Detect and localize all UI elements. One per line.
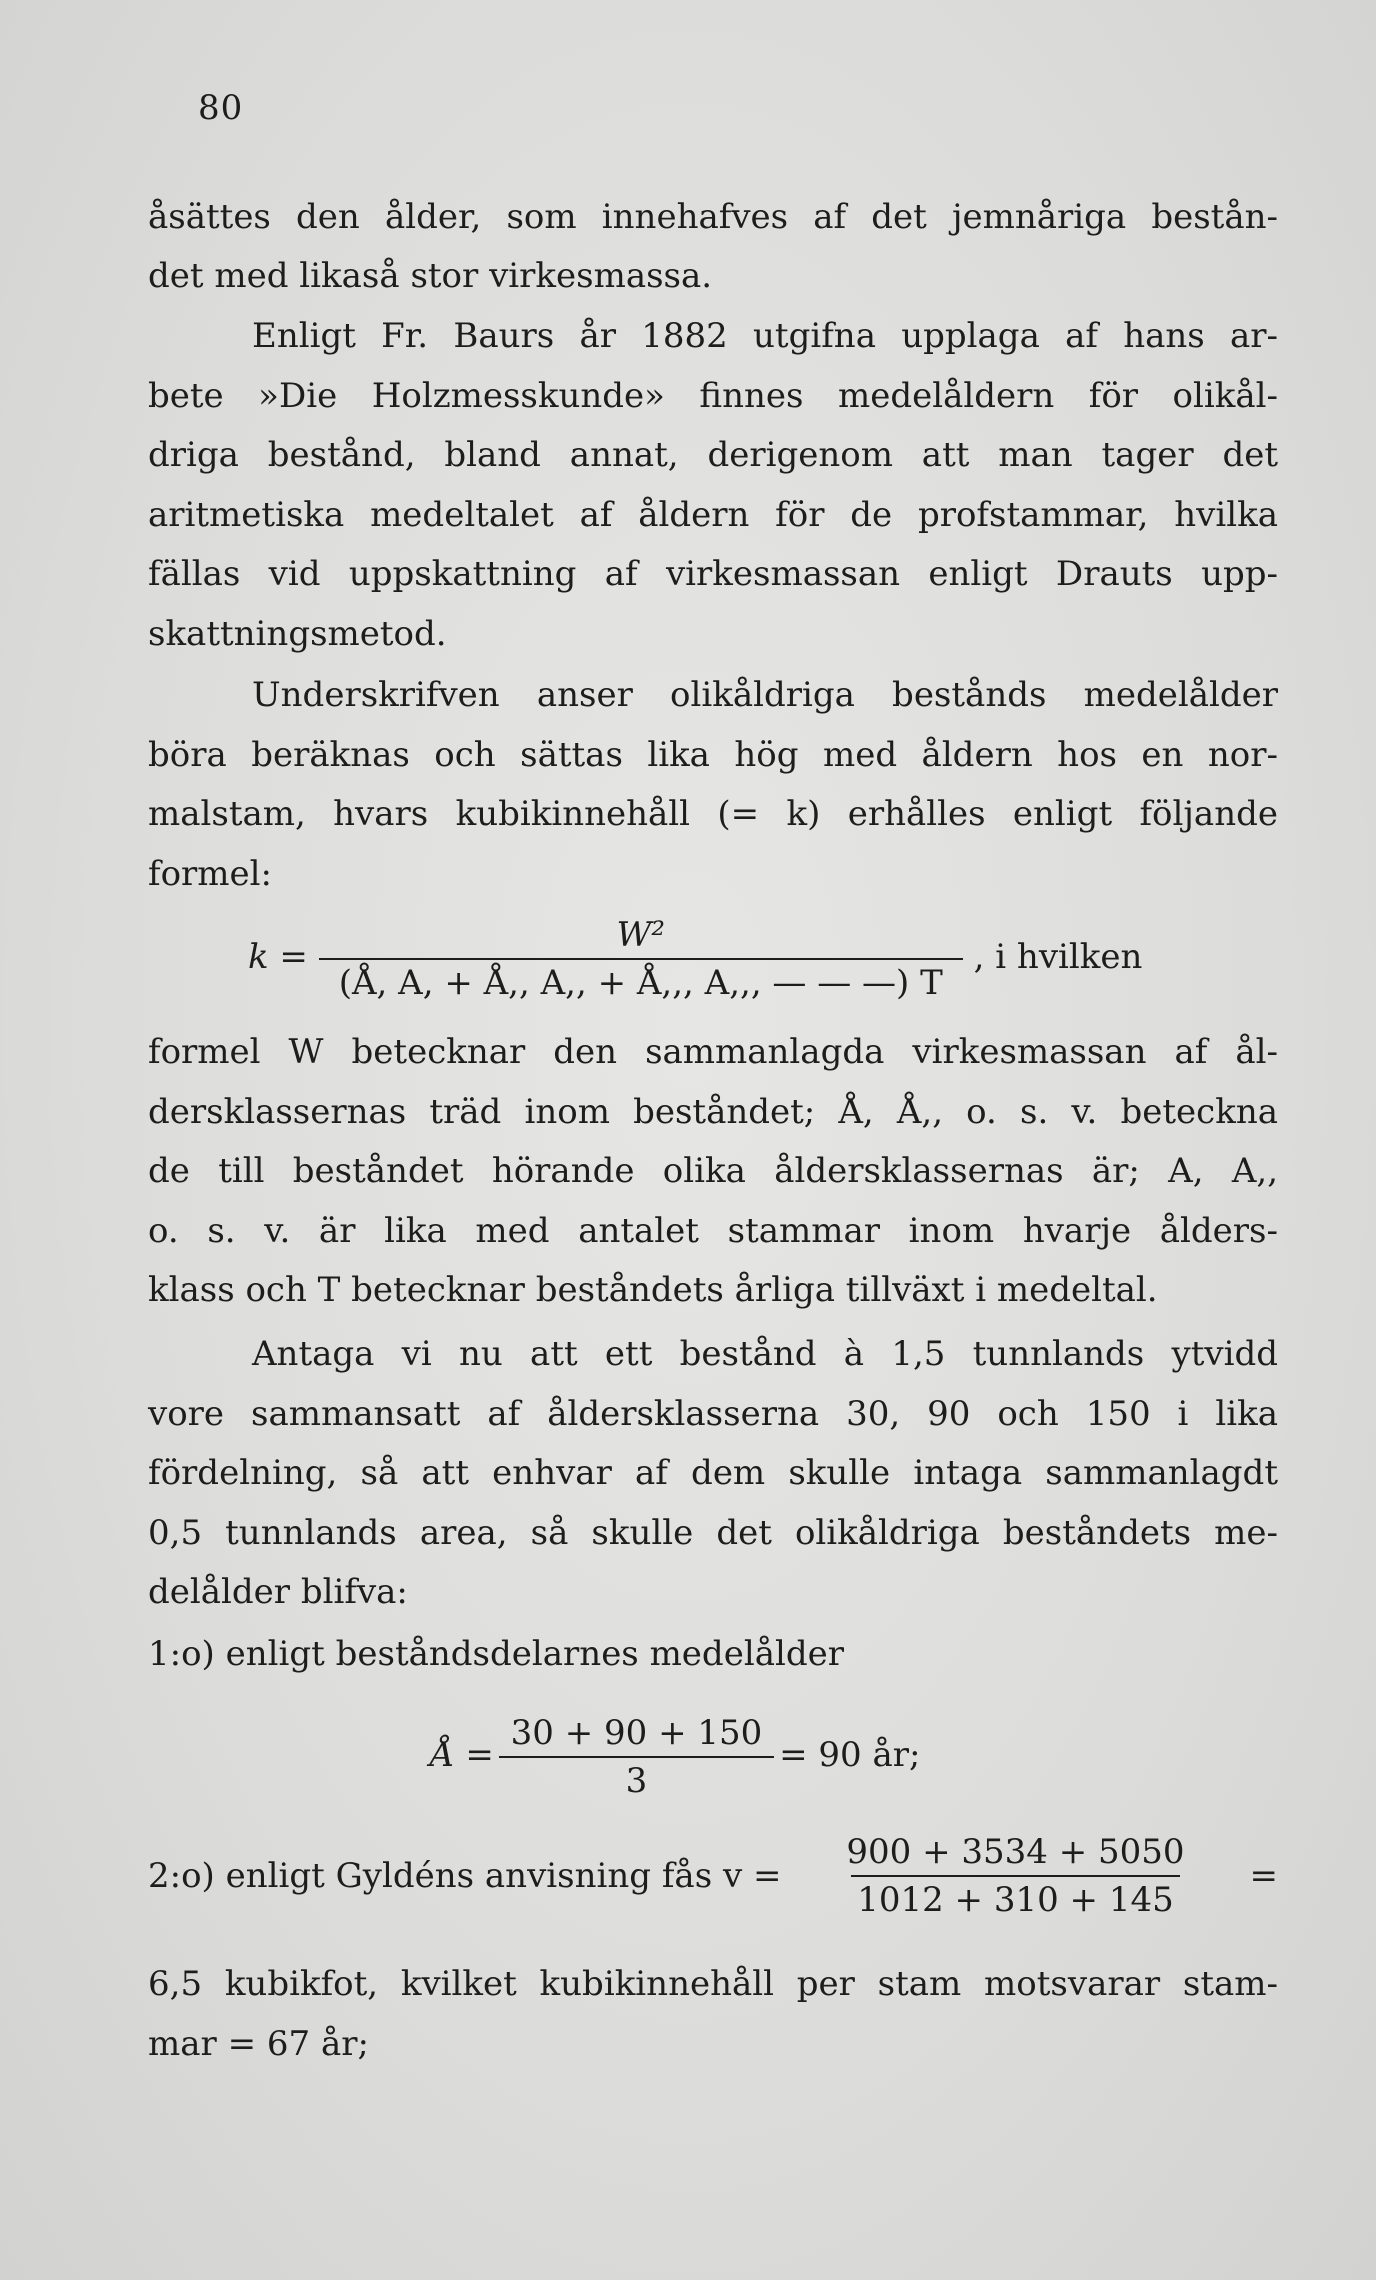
paragraph-formel [148, 1023, 1278, 1261]
formula-rhs: = [1249, 1856, 1278, 1896]
formula-gylden [148, 1832, 1278, 1920]
paragraph-baur-end [148, 605, 1278, 665]
formula-fraction [840, 1832, 1190, 1920]
text-line: 6,5 kubikfot, kvilket kubikinnehåll per stam motsvarar stam- [148, 1964, 1278, 2004]
paragraph-underskrifven [148, 666, 1278, 845]
text-line: formel: [148, 854, 272, 894]
text-line: driga bestånd, bland annat, derigenom att man tager det [148, 435, 1278, 475]
text-line: det med likaså stor virkesmassa. [148, 256, 713, 296]
text-line: aritmetiska medeltalet af åldern för de profstammar, hvilka [148, 494, 1278, 535]
formula-medelalder [430, 1713, 921, 1801]
text-line: dersklassernas träd inom beståndet; Å, Å,, o. s. v. beteckna [148, 1091, 1278, 1132]
paragraph-kubikfot [148, 1955, 1278, 2015]
formula-lhs: k = [248, 937, 308, 977]
paragraph-continuation-end [148, 247, 1278, 307]
text-line: klass och T betecknar beståndets årliga tillväxt i medeltal. [148, 1270, 1158, 1310]
text-line: Antaga vi nu att ett bestånd à 1,5 tunnlands ytvidd [252, 1334, 1278, 1374]
text-line: vore sammansatt af åldersklasserna 30, 90 och 150 i lika [148, 1393, 1278, 1434]
formula-rhs: = 90 år; [779, 1735, 921, 1775]
text-line: de till beståndet hörande olika åldersklassernas är; A, A,, [148, 1151, 1278, 1191]
paragraph-formel-end [148, 1261, 1278, 1321]
paragraph-antaga-end [148, 1563, 1278, 1623]
formula-numerator: 900 + 3534 + 5050 [846, 1832, 1185, 1872]
text-line: Enligt Fr. Baurs år 1882 utgifna upplaga af hans ar- [252, 316, 1278, 356]
formula-suffix: , i hvilken [973, 937, 1143, 977]
text-line: böra beräknas och sättas lika hög med åldern hos en nor- [148, 734, 1278, 775]
text-line: åsättes den ålder, som innehafves af det jemnåriga bestån- [148, 197, 1278, 237]
text-line: mar = 67 år; [148, 2024, 369, 2064]
formula-normalstam [248, 915, 1143, 1003]
text-line: bete »Die Holzmesskunde» finnes medelåldern för olikål- [148, 375, 1278, 416]
paragraph-underskrifven-end [148, 845, 1278, 905]
text-line: malstam, hvars kubikinnehåll (= k) erhålles enligt följande [148, 794, 1278, 834]
text-line: 0,5 tunnlands area, så skulle det olikåldriga beståndets me- [148, 1512, 1278, 1553]
formula-fraction [319, 915, 963, 1003]
paragraph-antaga [148, 1325, 1278, 1563]
formula-lhs: Å = [430, 1735, 494, 1775]
formula-fraction [505, 1713, 769, 1801]
page-number: 80 [198, 88, 244, 128]
formula-denominator: (Å, A, + Å,, A,, + Å,,, A,,, — — —) T [319, 958, 963, 1000]
formula-prefix: 2:o) enligt Gyldéns anvisning fås v = [148, 1856, 782, 1896]
paragraph-kubikfot-end [148, 2015, 1278, 2075]
text-line: fördelning, så att enhvar af dem skulle intaga sammanlagdt [148, 1453, 1278, 1493]
formula-numerator: 30 + 90 + 150 [510, 1713, 763, 1753]
text-line: fällas vid uppskattning af virkesmassan enligt Drauts upp- [148, 554, 1278, 594]
formula-denominator: 1012 + 310 + 145 [851, 1875, 1180, 1917]
text-line: skattningsmetod. [148, 614, 447, 654]
text-line: Underskrifven anser olikåldriga bestånds medelålder [252, 675, 1278, 715]
formula-numerator: W² [616, 915, 666, 955]
text-line: delålder blifva: [148, 1572, 408, 1612]
item-one-label: 1:o) enligt beståndsdelarnes medelålder [148, 1634, 844, 1674]
paragraph-baur [148, 307, 1278, 605]
paragraph-continuation [148, 188, 1278, 248]
text-line: formel W betecknar den sammanlagda virkesmassan af ål- [148, 1032, 1278, 1072]
text-line: o. s. v. är lika med antalet stammar inom hvarje ålders- [148, 1210, 1278, 1251]
formula-denominator: 3 [499, 1756, 775, 1798]
